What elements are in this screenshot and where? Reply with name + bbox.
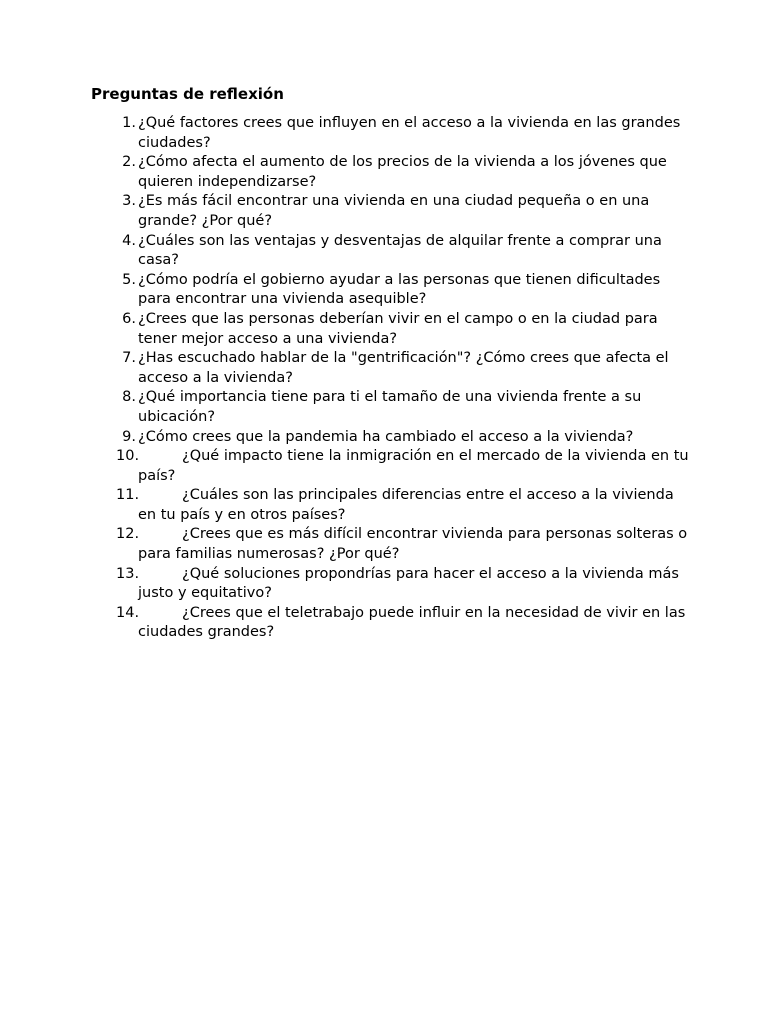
question-text: ¿Cómo afecta el aumento de los precios de la vivienda a los jóvenes que quieren independizarse? <box>138 154 667 190</box>
question-text: ¿Cómo podría el gobierno ayudar a las personas que tienen dificultades para encontrar una vivienda asequible? <box>138 271 661 308</box>
question-item <box>110 447 690 486</box>
question-text: ¿Qué factores crees que influyen en el acceso a la vivienda en las grandes ciudades? <box>138 115 681 151</box>
question-item <box>110 388 690 427</box>
question-number: 14. <box>116 604 140 621</box>
question-item <box>110 486 690 525</box>
question-number: 6. <box>122 310 136 327</box>
question-text: ¿Cuáles son las ventajas y desventajas de alquilar frente a comprar una casa? <box>138 232 662 269</box>
question-item <box>110 192 690 231</box>
question-number: 9. <box>122 428 136 445</box>
question-item <box>110 604 690 643</box>
question-number: 12. <box>116 526 140 543</box>
question-number: 13. <box>116 565 140 582</box>
question-text: ¿Crees que el teletrabajo puede influir en la necesidad de vivir en las ciudades grandes? <box>138 604 686 641</box>
question-text: ¿Es más fácil encontrar una vivienda en una ciudad pequeña o en una grande? ¿Por qué? <box>138 193 650 229</box>
question-item <box>110 349 690 388</box>
question-number: 1. <box>122 115 136 131</box>
question-item <box>110 428 690 448</box>
question-item <box>110 525 690 564</box>
question-text: ¿Has escuchado hablar de la "gentrificación"? ¿Cómo crees que afecta el acceso a la vivienda? <box>138 350 669 386</box>
question-number: 5. <box>122 271 136 288</box>
question-number: 7. <box>122 350 136 367</box>
question-item <box>110 114 690 153</box>
question-number: 11. <box>116 487 140 504</box>
question-number: 8. <box>122 389 136 406</box>
question-text: ¿Qué impacto tiene la inmigración en el mercado de la vivienda en tu país? <box>138 448 689 484</box>
question-number: 10. <box>116 448 140 465</box>
question-item <box>110 310 690 349</box>
question-number: 3. <box>122 193 136 210</box>
question-text: ¿Cuáles son las principales diferencias entre el acceso a la vivienda en tu país y en otros países? <box>138 487 674 523</box>
question-text: ¿Qué importancia tiene para ti el tamaño de una vivienda frente a su ubicación? <box>138 389 642 425</box>
question-list <box>110 114 690 643</box>
question-item <box>110 232 690 271</box>
question-number: 2. <box>122 154 136 171</box>
question-number: 4. <box>122 232 136 249</box>
document-title: Preguntas de reflexión <box>91 85 284 103</box>
question-text: ¿Crees que es más difícil encontrar vivienda para personas solteras o para familias numerosas? ¿Por qué? <box>138 526 688 563</box>
question-item <box>110 271 690 310</box>
question-text: ¿Cómo crees que la pandemia ha cambiado el acceso a la vivienda? <box>138 428 634 445</box>
question-item <box>110 565 690 604</box>
question-text: ¿Qué soluciones propondrías para hacer el acceso a la vivienda más justo y equitativo? <box>138 565 679 602</box>
question-text: ¿Crees que las personas deberían vivir en el campo o en la ciudad para tener mejor acceso a una vivienda? <box>138 310 658 347</box>
question-item <box>110 153 690 192</box>
